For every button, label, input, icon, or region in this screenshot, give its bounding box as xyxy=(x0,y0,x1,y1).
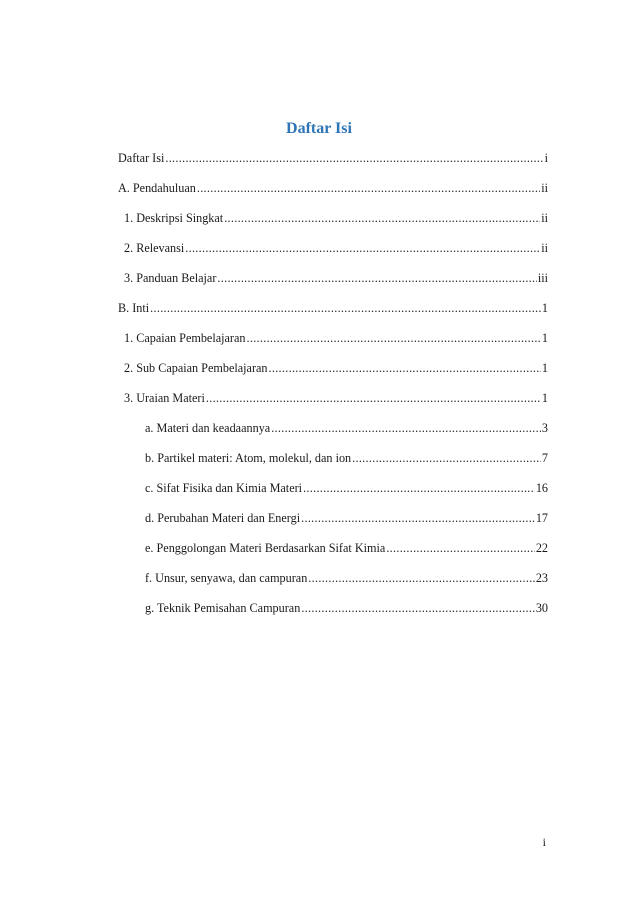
toc-entry-pendahuluan[interactable] xyxy=(118,180,548,210)
toc-entry-label: 1. Capaian Pembelajaran xyxy=(124,331,246,345)
dot-leader xyxy=(217,270,536,286)
toc-entry-page: 1 xyxy=(541,361,548,375)
toc-entry-page: 7 xyxy=(541,451,548,465)
toc-entry-label: 2. Relevansi xyxy=(124,241,185,255)
dot-leader xyxy=(185,240,540,256)
dot-leader xyxy=(150,300,541,316)
dot-leader xyxy=(197,180,540,196)
toc-entry-deskripsi-singkat[interactable] xyxy=(118,210,548,240)
toc-entry-label: a. Materi dan keadaannya xyxy=(145,421,271,435)
toc-entry-page: 23 xyxy=(535,571,548,585)
toc-entry-partikel-materi[interactable] xyxy=(118,450,548,480)
table-of-contents xyxy=(118,150,548,630)
dot-leader xyxy=(269,360,541,376)
toc-entry-teknik-pemisahan[interactable] xyxy=(118,600,548,630)
toc-title: Daftar Isi xyxy=(286,120,352,137)
toc-entry-page: 1 xyxy=(541,331,548,345)
dot-leader xyxy=(301,600,535,616)
toc-entry-relevansi[interactable] xyxy=(118,240,548,270)
toc-entry-label: A. Pendahuluan xyxy=(118,181,196,195)
toc-entry-label: 3. Panduan Belajar xyxy=(124,271,217,285)
toc-entry-page: 22 xyxy=(535,541,548,555)
toc-entry-label: 1. Deskripsi Singkat xyxy=(124,211,224,225)
dot-leader xyxy=(206,390,541,406)
dot-leader xyxy=(165,150,543,166)
toc-entry-page: iii xyxy=(537,271,548,285)
toc-entry-uraian-materi[interactable] xyxy=(118,390,548,420)
toc-entry-page: 1 xyxy=(541,301,548,315)
dot-leader xyxy=(308,570,535,586)
toc-entry-page: i xyxy=(544,151,548,165)
toc-entry-perubahan-materi-energi[interactable] xyxy=(118,510,548,540)
dot-leader xyxy=(386,540,535,556)
toc-entry-sub-capaian-pembelajaran[interactable] xyxy=(118,360,548,390)
toc-entry-unsur-senyawa-campuran[interactable] xyxy=(118,570,548,600)
toc-entry-page: 16 xyxy=(535,481,548,495)
dot-leader xyxy=(271,420,541,436)
page-number: i xyxy=(542,835,546,849)
toc-entry-label: g. Teknik Pemisahan Campuran xyxy=(145,601,301,615)
dot-leader xyxy=(301,510,535,526)
toc-entry-sifat-fisika-kimia[interactable] xyxy=(118,480,548,510)
toc-entry-page: ii xyxy=(541,241,548,255)
toc-entry-label: Daftar Isi xyxy=(118,151,165,165)
toc-entry-label: c. Sifat Fisika dan Kimia Materi xyxy=(145,481,303,495)
toc-entry-label: d. Perubahan Materi dan Energi xyxy=(145,511,301,525)
dot-leader xyxy=(224,210,540,226)
toc-entry-label: B. Inti xyxy=(118,301,150,315)
toc-entry-label: 2. Sub Capaian Pembelajaran xyxy=(124,361,268,375)
toc-entry-page: 3 xyxy=(541,421,548,435)
toc-entry-page: 17 xyxy=(535,511,548,525)
toc-entry-label: f. Unsur, senyawa, dan campuran xyxy=(145,571,308,585)
toc-entry-daftar-isi[interactable] xyxy=(118,150,548,180)
toc-entry-inti[interactable] xyxy=(118,300,548,330)
toc-entry-page: ii xyxy=(541,211,548,225)
toc-entry-page: ii xyxy=(541,181,548,195)
toc-entry-panduan-belajar[interactable] xyxy=(118,270,548,300)
toc-entry-capaian-pembelajaran[interactable] xyxy=(118,330,548,360)
toc-entry-page: 1 xyxy=(541,391,548,405)
dot-leader xyxy=(352,450,541,466)
dot-leader xyxy=(303,480,535,496)
dot-leader xyxy=(247,330,541,346)
toc-entry-penggolongan-materi[interactable] xyxy=(118,540,548,570)
toc-entry-label: e. Penggolongan Materi Berdasarkan Sifat Kimia xyxy=(145,541,386,555)
toc-entry-materi-dan-keadaannya[interactable] xyxy=(118,420,548,450)
toc-entry-label: 3. Uraian Materi xyxy=(124,391,205,405)
toc-entry-label: b. Partikel materi: Atom, molekul, dan ion xyxy=(145,451,352,465)
toc-entry-page: 30 xyxy=(535,601,548,615)
